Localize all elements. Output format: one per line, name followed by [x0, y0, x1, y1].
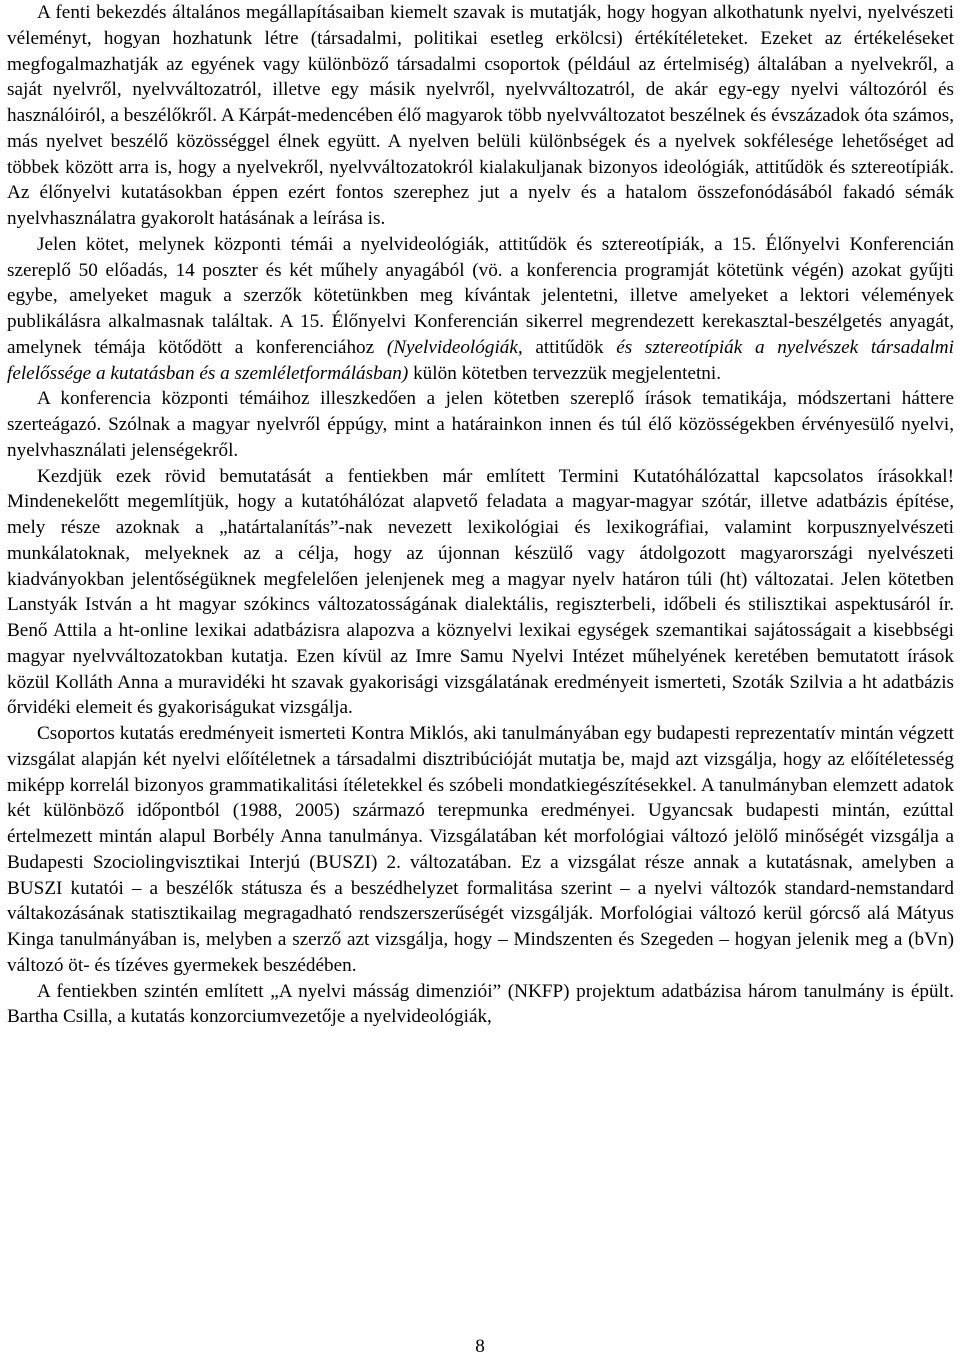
- paragraph: [7, 386, 954, 463]
- italic-text-segment: (Nyelvideológiák,: [386, 336, 536, 358]
- text-segment: A fentiekben szintén említett „A nyelvi másság dimenziói” (NKFP) projektum adatbázisa három tanulmány is épült. Bartha Csilla, a kutatás konzorciumvezetője a nyelvideológiák,: [7, 980, 954, 1028]
- text-segment: Kezdjük ezek rövid bemutatását a fentiekben már említett Termini Kutatóhálózattal kapcsolatos írásokkal! Mindenekelőtt megemlítjük, hogy a kutatóhálózat alapvető feladata a magyar-magyar szótár, illetve adatbázis építése, mely része azoknak a „határtalanítás”-nak nevezett lexikológiai és lexikográfiai, valamint korpusznyelvészeti munkálatoknak, melyeknek az a célja, hogy az újonnan készülő vagy átdolgozott magyarországi nyelvészeti kiadványokban jelentőségüknek megfelelően jelenjenek meg a magyar nyelv határon túli (ht) változatai. Jelen kötetben Lanstyák István a ht magyar szókincs változatosságának dialektális, regiszterbeli, időbeli és stilisztikai aspektusáról ír. Benő Attila a ht-online lexikai adatbázisra alapozva a köznyelvi lexikai egységek szemantikai sajátosságait a kisebbségi magyar nyelvváltozatokban kutatja. Ezen kívül az Imre Samu Nyelvi Intézet műhelyének keretében bemutatott írások közül Kolláth Anna a muravidéki ht szavak gyakorisági vizsgálatának eredményeit ismerteti, Szoták Szilvia a ht adatbázis őrvidéki elemeit és gyakoriságukat vizsgálja.: [7, 465, 954, 719]
- paragraph: [7, 0, 954, 232]
- text-segment: Csoportos kutatás eredményeit ismerteti Kontra Miklós, aki tanulmányában egy budapesti reprezentatív mintán végzett vizsgálat alapján két nyelvi előítéletnek a társadalmi disztribúcióját mutatja be, majd azt vizsgálja, hogy az előítéletesség miképp korrelál bizonyos grammatikalitási ítéletekkel és szóbeli mondatkiegészítésekkel. A tanulmányban elemzett adatok két különböző időpontból (1988, 2005) származó terepmunka eredményei. Ugyancsak budapesti mintán, ezúttal értelmezett mintán alapul Borbély Anna tanulmánya. Vizsgálatában két morfológiai változó jelölő minőségét vizsgálja a Budapesti Szociolingvisztikai Interjú (BUSZI) 2. változatában. Ez a vizsgálat része annak a kutatásnak, amelyben a BUSZI kutatói – a beszélők státusza és a beszédhelyzet formalitása szerint – a nyelvi változók standard-nemstandard váltakozásának statisztikailag megragadható rendszerszerűségét vizsgálják. Morfológiai változó kerül górcső alá Mátyus Kinga tanulmányában is, melyben a szerző azt vizsgálja, hogy – Mindszenten és Szegeden – hogyan jelenik meg a (bVn) változó öt- és tízéves gyermekek beszédében.: [7, 723, 954, 976]
- text-segment: A fenti bekezdés általános megállapításaiban kiemelt szavak is mutatják, hogy hogyan alkothatunk nyelvi, nyelvészeti véleményt, hogyan hozhatunk létre (társadalmi, politikai esetleg erkölcsi) értékítéleteket. Ezeket az értékeléseket megfogalmazhatják az egyének vagy különböző társadalmi csoportok (például az értelmiség) általában a nyelvekről, a saját nyelvről, nyelvváltozatról, illetve egy másik nyelvről, nyelvváltozatról, de akár egy-egy nyelvi változóról és használóiról, a beszélőkről. A Kárpát-medencében élő magyarok több nyelvváltozatot beszélnek és évszázadok óta számos, más nyelvet beszélő közösséggel élnek együtt. A nyelven belüli különbségek és a nyelvek sokfélesége lehetőséget ad többek között arra is, hogy a nyelvekről, nyelvváltozatokról kialakuljanak bizonyos ideológiák, attitűdök és sztereotípiák. Az élőnyelvi kutatásokban éppen ezért fontos szerephez jut a nyelv és a hatalom összefonódásából fakadó sémák nyelvhasználatra gyakorolt hatásának a leírása is.: [7, 2, 954, 229]
- paragraph: [7, 721, 954, 979]
- text-segment: attitűdök: [535, 336, 617, 358]
- paragraph: [7, 464, 954, 722]
- text-segment: Jelen kötet, melynek központi témái a nyelvideológiák, attitűdök és sztereotípiák, a 15. Élőnyelvi Konferencián szereplő 50 előadás, 14 poszter és két műhely anyagából (vö. a konferencia programját kötetünk végén) azokat gyűjti egybe, amelyeket maguk a szerzők kötetünkben meg kívántak jelentetni, illetve amelyeket a lektori vélemények publikálásra alkalmasnak találtak. A 15. Élőnyelvi Konferencián sikerrel megrendezett kerekasztal-beszélgetés anyagát, amelynek témája kötődött a konferenciához: [7, 233, 954, 358]
- italic-text-segment: és sztereotípiák a nyelvészek társadalmi felelőssége a kutatásban és a szemléletformálásban): [7, 336, 954, 384]
- text-segment: külön kötetben tervezzük megjelentetni.: [408, 362, 722, 384]
- page-number: 8: [475, 1336, 485, 1357]
- paragraph: [7, 232, 954, 387]
- text-segment: A konferencia központi témáihoz illeszkedően a jelen kötetben szereplő írások tematikája, módszertani háttere szerteágazó. Szólnak a magyar nyelvről éppúgy, mint a határainkon innen és túl élő közösségekben érvényesülő nyelvi, nyelvhasználati jelenségekről.: [7, 388, 954, 461]
- paragraph: [7, 979, 954, 1031]
- document-body: [7, 0, 954, 1030]
